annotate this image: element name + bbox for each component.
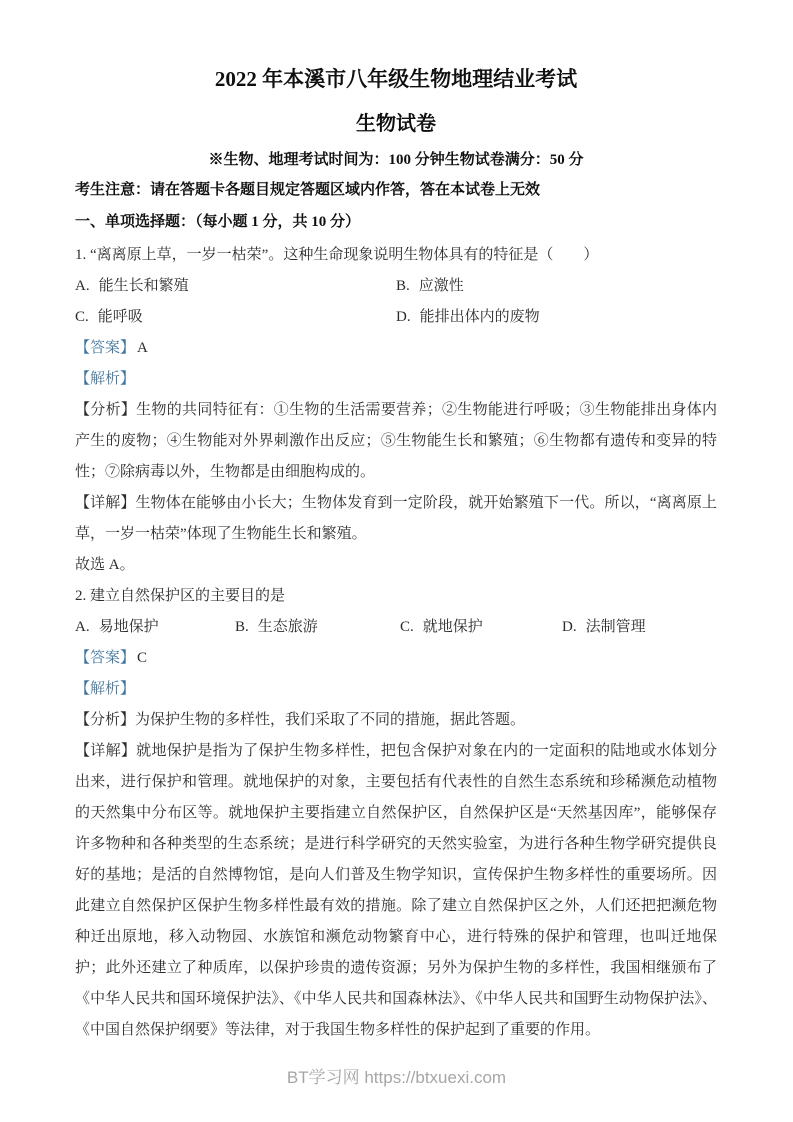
option-a-text: 易地保护 [98,619,159,635]
analysis-line [75,674,717,705]
question-stem: 2. 建立自然保护区的主要目的是 [75,588,286,604]
answer-value: A [137,340,148,356]
option-d-text: 法制管理 [585,619,646,635]
analysis-paragraph: 【分析】生物的共同特征有：①生物的生活需要营养；②生物能进行呼吸；③生物能排出身体内产生的废物；④生物能对外界刺激作出反应；⑤生物能生长和繁殖；⑥生物都有遗传和变异的特性；⑦除病毒以外，生物都是由细胞构成的。 [75,402,717,480]
answer-line [75,643,717,674]
option-c-label: C. [75,309,89,325]
option-b-label: B. [235,619,249,635]
option-c [75,302,396,333]
options-row [75,302,717,333]
detail-paragraph: 【详解】就地保护是指为了保护生物多样性，把包含保护对象在内的一定面积的陆地或水体划分出来，进行保护和管理。就地保护的对象，主要包括有代表性的自然生态系统和珍稀濒危动植物的天然集中分布区等。就地保护主要指建立自然保护区，自然保护区是“天然基因库”，能够保存许多物种和各种类型的生态系统；是进行科学研究的天然实验室，为进行各种生物学研究提供良好的基地；是活的自然博物馆，是向人们普及生物学知识，宣传保护生物多样性的重要场所。因此建立自然保护区保护生物多样性最有效的措施。除了建立自然保护区之外，人们还把把濒危物种迁出原地，移入动物园、水族馆和濒危动物繁育中心，进行特殊的保护和管理，也叫迁地保护；此外还建立了种质库，以保护珍贵的遗传资源；另外为保护生物的多样性，我国相继颁布了《中华人民共和国环境保护法》、《中华人民共和国森林法》、《中华人民共和国野生动物保护法》、《中国自然保护纲要》等法律，对于我国生物多样性的保护起到了重要的作用。 [75,743,717,1038]
section-heading: 一、单项选择题：（每小题 1 分，共 10 分） [75,214,361,230]
candidate-notice: 考生注意：请在答题卡各题目规定答题区域内作答，答在本试卷上无效 [75,182,541,198]
analysis-line [75,364,717,395]
option-a [75,612,235,643]
option-d-text: 能排出体内的废物 [419,309,540,325]
analysis-label: 【解析】 [75,681,136,697]
option-c-text: 能呼吸 [97,309,143,325]
option-b-text: 生态旅游 [257,619,318,635]
option-a-label: A. [75,619,90,635]
analysis-paragraph: 【分析】为保护生物的多样性，我们采取了不同的措施，据此答题。 [75,712,526,728]
page-subtitle: 生物试卷 [356,113,436,135]
option-d [396,302,717,333]
option-b-text: 应激性 [418,278,464,294]
options-row [75,271,717,302]
option-a-label: A. [75,278,90,294]
detail-paragraph: 【详解】生物体在能够由小长大；生物体发育到一定阶段，就开始繁殖下一代。所以，“离离原上草，一岁一枯荣”体现了生物能生长和繁殖。 [75,495,717,542]
option-d-label: D. [562,619,577,635]
option-c-label: C. [400,619,414,635]
answer-value: C [137,650,148,666]
option-a [75,271,396,302]
question-1 [75,240,717,581]
conclusion-line: 故选 A。 [75,557,135,573]
analysis-label: 【解析】 [75,371,136,387]
exam-time-score-note: ※生物、地理考试时间为：100 分钟生物试卷满分：50 分 [208,152,584,168]
answer-label: 【答案】 [75,650,136,666]
option-d-label: D. [396,309,411,325]
option-a-text: 能生长和繁殖 [98,278,189,294]
option-d [562,612,717,643]
question-stem: 1. “离离原上草，一岁一枯荣”。这种生命现象说明生物体具有的特征是（ ） [75,247,599,263]
option-c-text: 就地保护 [422,619,483,635]
answer-label: 【答案】 [75,340,136,356]
option-c [400,612,562,643]
option-b [235,612,400,643]
answer-line [75,333,717,364]
options-row [75,612,717,643]
option-b [396,271,717,302]
page-title: 2022 年本溪市八年级生物地理结业考试 [214,67,578,91]
question-2 [75,581,717,1046]
footer-watermark: BT学习网 https://btxuexi.com [286,1068,507,1087]
option-b-label: B. [396,278,410,294]
